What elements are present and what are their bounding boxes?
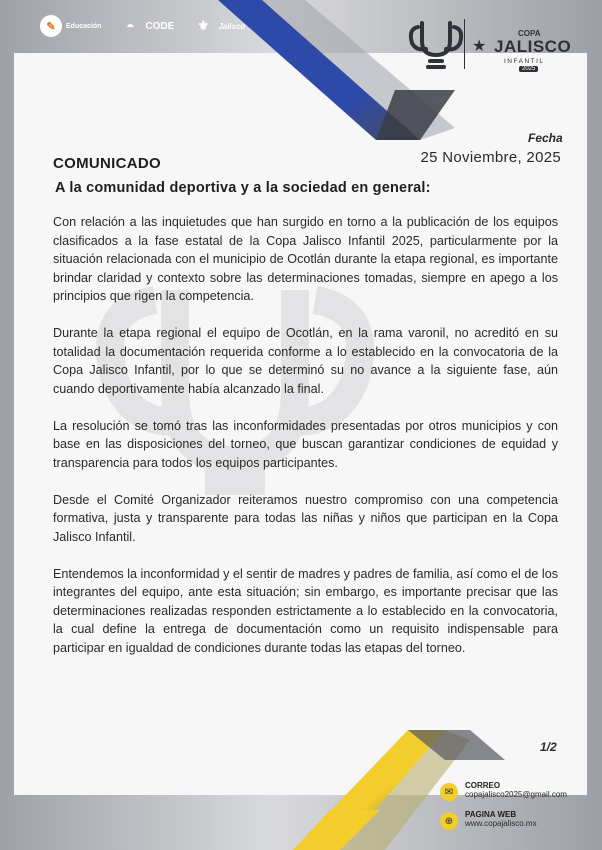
paragraph: Con relación a las inquietudes que han surgido en torno a la publicación de los equipos clasificados a la fase estatal de la Copa Jalisco Infantil 2025, particularmente por la situación relacionada con el municipio de Ocotlán durante la etapa regional, es importante brindar claridad y contexto sobre las determinaciones tomadas, siempre en apego a los principios que rigen la competencia. (53, 215, 558, 303)
jalisco-crest-icon: ⚜ (197, 18, 210, 33)
email-address[interactable]: copajalisco2025@gmail.com (465, 790, 567, 799)
logo-divider (464, 19, 465, 69)
paragraph: Desde el Comité Organizador reiteramos nuestro compromiso con una competencia formativa, justa y transparente para todas las niñas y niños que participan en la Copa Jalisco Infantil. (53, 492, 558, 544)
copa-label: COPA (518, 29, 541, 38)
page-number: 1/2 (540, 740, 557, 754)
educacion-logo-label: Educación (66, 22, 102, 30)
trophy-icon (406, 17, 466, 73)
date-label: Fecha (528, 131, 563, 145)
jalisco-label: JALISCO (494, 37, 572, 56)
web-address[interactable]: www.copajalisco.mx (465, 819, 537, 828)
code-logo (119, 15, 174, 37)
year-badge: 2025 (519, 66, 538, 72)
jalisco-logo-label: Jalisco (218, 21, 246, 31)
globe-icon: ⊕ (440, 812, 458, 830)
code-logo-label: CODE (145, 20, 175, 32)
copa-jalisco-logo (406, 13, 576, 73)
email-contact (440, 781, 567, 801)
paragraph: Entendemos la inconformidad y el sentir de madres y padres de familia, así como el de los integrantes del equipo, ante esta situación; sin embargo, es importante precisar que las determinaciones realizadas responden estrictamente a lo establecido en la convocatoria, la cual define la entrega de documentación como un requisito indispensable para participar en igualdad de condiciones durante todas las etapas del torneo. (53, 566, 558, 655)
email-label: CORREO (465, 781, 501, 790)
infantil-label: INFANTIL (504, 58, 545, 65)
date-value: 25 Noviembre, 2025 (420, 149, 561, 166)
document-title: COMUNICADO (53, 155, 161, 172)
paragraph: Durante la etapa regional el equipo de Ocotlán, en la rama varonil, no acreditó en su totalidad la documentación requerida conforme a lo establecido en la convocatoria de la Copa Jalisco Infantil, por lo que se determinó su no avance a la siguiente fase, aún cuando deportivamente había alcanzado la final. (53, 326, 558, 396)
web-contact (440, 810, 537, 830)
institution-logos (40, 15, 245, 37)
educacion-logo (40, 15, 101, 37)
code-mark-icon: ◓ (126, 18, 135, 34)
mail-icon: ✉ (440, 783, 458, 801)
document-subtitle: A la comunidad deportiva y a la sociedad en general: (55, 180, 431, 196)
jalisco-gobierno-logo (192, 15, 245, 37)
educacion-mark-icon: ✎ (40, 15, 62, 37)
star-icon: ★ (472, 38, 487, 55)
document-body (53, 213, 558, 676)
web-label: PAGINA WEB (465, 810, 517, 819)
paragraph: La resolución se tomó tras las inconformidades presentadas por otros municipios y con base en las disposiciones del torneo, que buscan garantizar condiciones de equidad y transparencia para todos los equipos participantes. (53, 418, 558, 470)
